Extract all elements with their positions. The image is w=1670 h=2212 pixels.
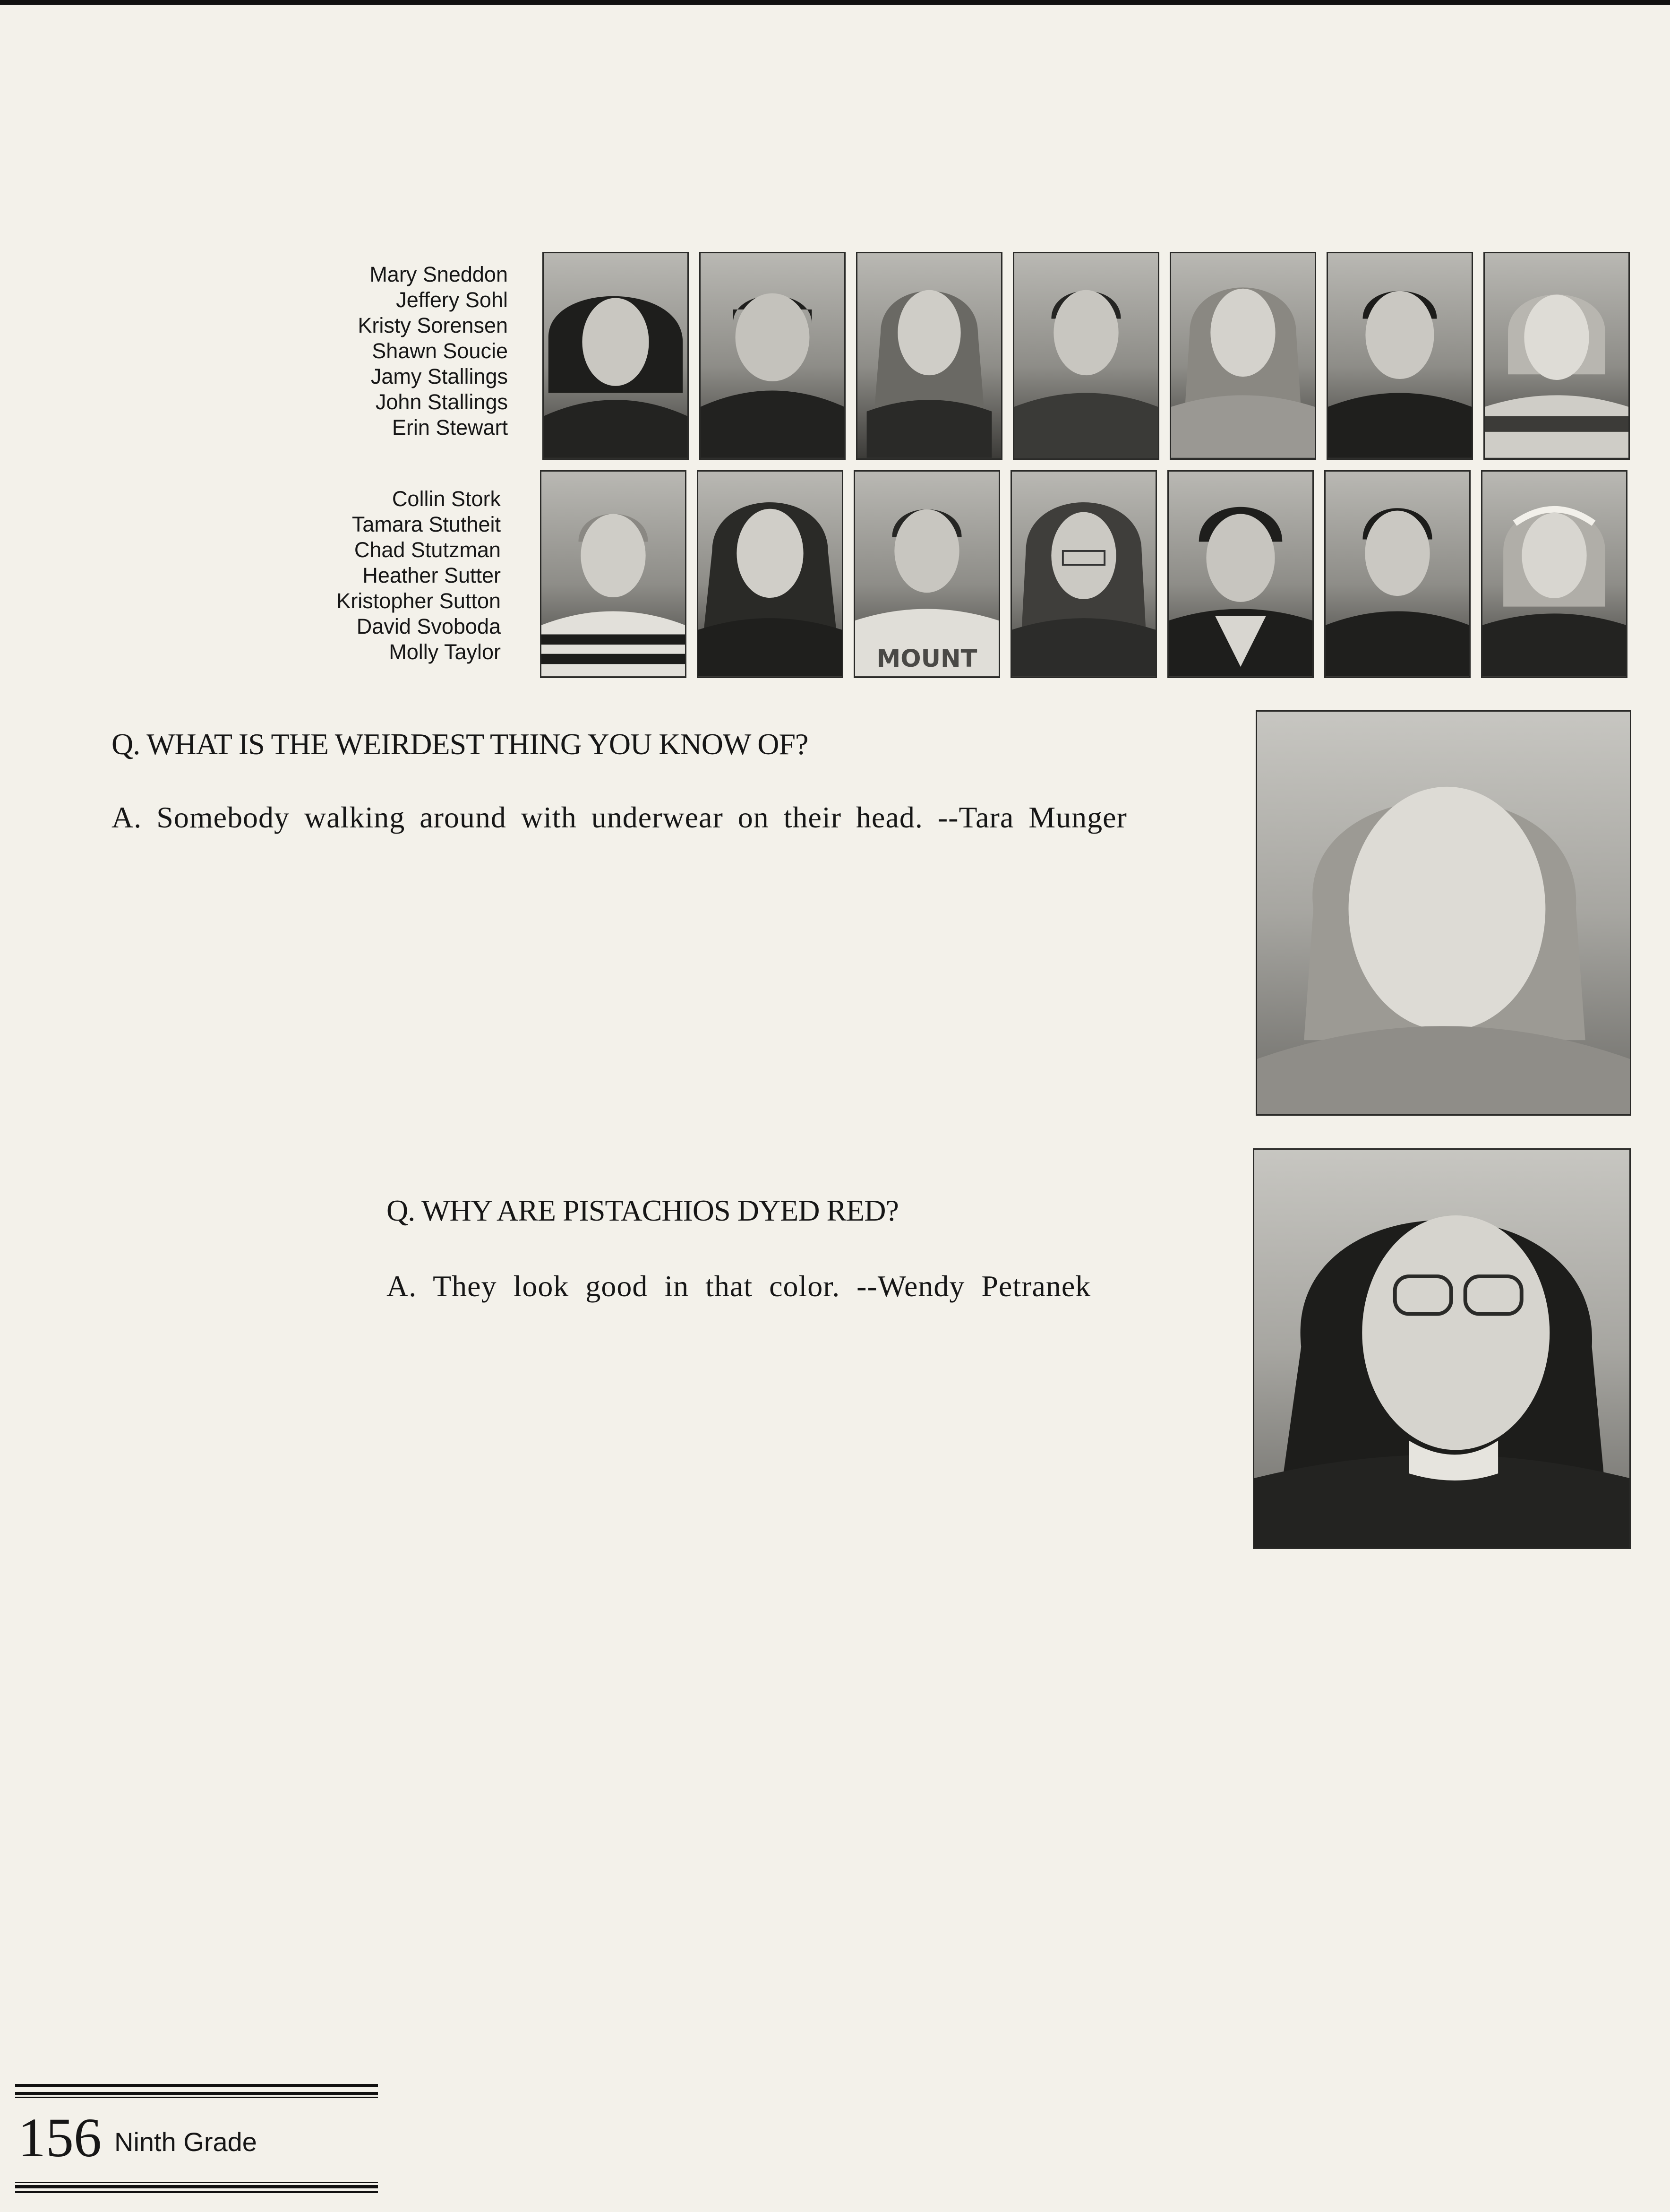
featured-portrait-tara-munger: [1256, 710, 1631, 1116]
student-name: Jeffery Sohl: [396, 288, 508, 312]
footer-rule: [15, 2185, 378, 2188]
page-footer: [15, 2084, 378, 2194]
student-name: Erin Stewart: [392, 415, 508, 439]
footer-rule: [15, 2084, 378, 2087]
student-portrait: [540, 470, 686, 678]
student-name: Jamy Stallings: [370, 364, 508, 388]
row2-photo-strip: [540, 470, 1627, 678]
student-portrait: [699, 252, 846, 460]
student-name: Molly Taylor: [389, 640, 501, 664]
footer-rule: [15, 2191, 378, 2193]
student-portrait: [1481, 470, 1627, 678]
answer-weirdest-thing: A. Somebody walking around with underwear on their head. --Tara Munger: [111, 800, 1127, 834]
row1-photo-strip: [542, 252, 1630, 460]
answer-pistachios: A. They look good in that color. --Wendy Petranek: [386, 1269, 1091, 1303]
footer-rule: [15, 2182, 378, 2183]
student-portrait: [854, 470, 1000, 678]
student-name: David Svoboda: [356, 614, 501, 638]
student-name: John Stallings: [375, 390, 508, 414]
student-portrait: [1167, 470, 1314, 678]
footer-rule: [15, 2092, 378, 2095]
student-portrait: [1011, 470, 1157, 678]
student-portrait: [1170, 252, 1316, 460]
student-portrait: [542, 252, 689, 460]
student-portrait: [1013, 252, 1159, 460]
footer-rule: [15, 2097, 378, 2098]
student-name: Kristopher Sutton: [336, 589, 501, 613]
row2-name-list: [265, 486, 501, 665]
question-weirdest-thing: Q. WHAT IS THE WEIRDEST THING YOU KNOW OF?: [111, 727, 808, 761]
student-portrait: [1327, 252, 1473, 460]
student-name: Collin Stork: [392, 487, 501, 511]
student-portrait: [1324, 470, 1471, 678]
student-name: Chad Stutzman: [354, 538, 501, 562]
sweatshirt-lettering: MOUNT: [876, 645, 977, 673]
student-name: Mary Sneddon: [369, 262, 508, 286]
page-top-edge: [0, 0, 1670, 5]
section-title: Ninth Grade: [114, 2127, 257, 2157]
student-name: Heather Sutter: [362, 563, 501, 587]
student-name: Tamara Stutheit: [351, 512, 501, 536]
student-portrait: [1483, 252, 1630, 460]
student-name: Shawn Soucie: [372, 339, 508, 363]
student-name: Kristy Sorensen: [358, 313, 508, 337]
page-number: 156: [18, 2107, 102, 2169]
row1-name-list: [272, 262, 508, 440]
student-portrait: [856, 252, 1002, 460]
question-pistachios: Q. WHY ARE PISTACHIOS DYED RED?: [386, 1194, 899, 1227]
featured-portrait-wendy-petranek: [1253, 1148, 1631, 1549]
student-portrait: [697, 470, 843, 678]
